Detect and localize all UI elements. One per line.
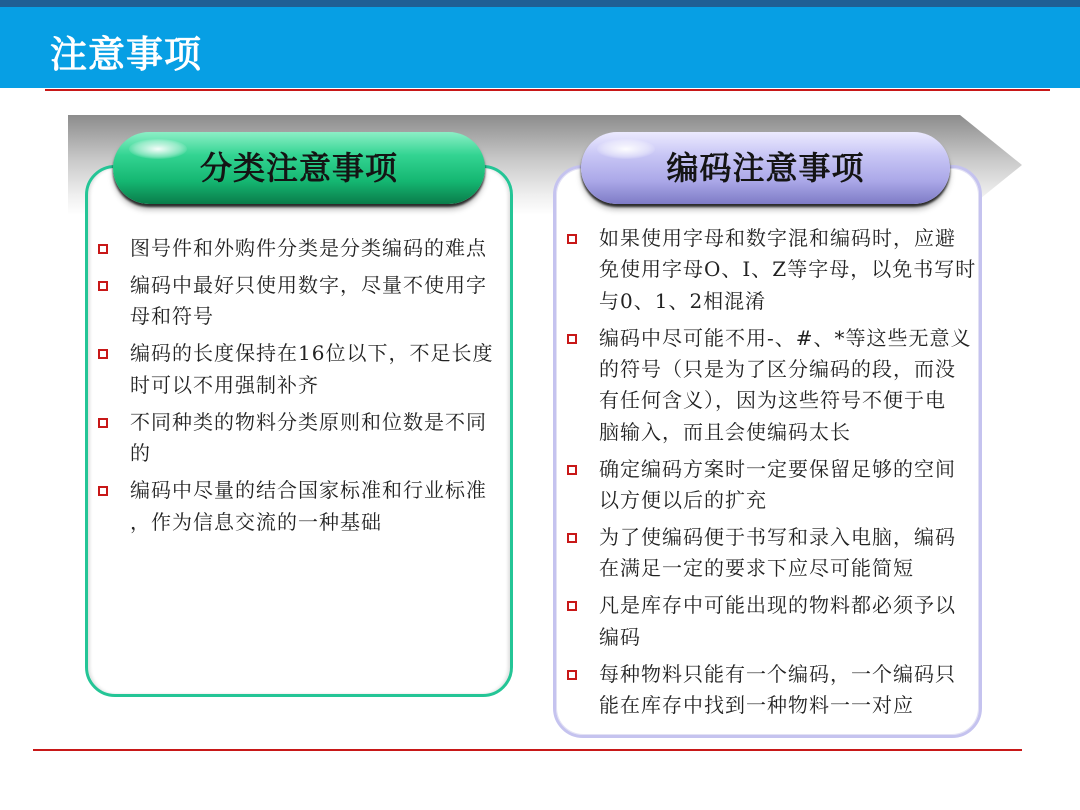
list-item-line: 编码的长度保持在16位以下，不足长度 — [130, 341, 494, 366]
list-item-line: 的 — [130, 441, 151, 466]
square-bullet-icon — [98, 281, 108, 291]
list-item-line: 编码中最好只使用数字，尽量不使用字 — [130, 273, 487, 298]
list-item-line: ，作为信息交流的一种基础 — [130, 509, 382, 534]
list-item-line: 免使用字母O、I、Z等字母，以免书写时 — [599, 257, 977, 282]
square-bullet-icon — [98, 418, 108, 428]
left-panel-title: 分类注意事项 — [199, 149, 398, 187]
square-bullet-icon — [567, 601, 577, 611]
list-item — [98, 475, 498, 538]
list-item-line: 时可以不用强制补齐 — [130, 372, 319, 397]
square-bullet-icon — [567, 533, 577, 543]
right-panel-list — [567, 223, 977, 727]
list-item-line: 的符号（只是为了区分编码的段，而没 — [599, 356, 956, 381]
list-item — [567, 590, 972, 653]
right-panel-title: 编码注意事项 — [666, 149, 865, 187]
page-title: 注意事项 — [50, 33, 202, 76]
list-item-line: 凡是库存中可能出现的物料都必须予以 — [599, 593, 956, 618]
list-item-line: 在满足一定的要求下应尽可能简短 — [599, 556, 914, 581]
list-item — [98, 338, 498, 401]
list-item — [567, 223, 977, 317]
square-bullet-icon — [98, 349, 108, 359]
list-item-line: 图号件和外购件分类是分类编码的难点 — [130, 236, 487, 260]
left-panel-list — [98, 233, 498, 544]
header-top-strip — [0, 0, 1080, 7]
list-item-line: 能在库存中找到一种物料一一对应 — [599, 693, 914, 718]
square-bullet-icon — [98, 244, 108, 254]
header-bar — [0, 7, 1080, 88]
list-item-line: 不同种类的物料分类原则和位数是不同 — [130, 409, 487, 434]
square-bullet-icon — [567, 670, 577, 680]
list-item — [98, 407, 498, 470]
list-item-line: 有任何含义），因为这些符号不便于电 — [599, 388, 946, 413]
top-divider-line — [45, 89, 1050, 91]
left-panel-title-pill — [113, 132, 485, 204]
list-item-line: 如果使用字母和数字混和编码时，应避 — [599, 226, 956, 250]
list-item-line: 编码 — [599, 624, 641, 649]
list-item — [98, 270, 498, 333]
right-panel-title-pill — [581, 132, 950, 204]
list-item-line: 每种物料只能有一个编码，一个编码只 — [599, 661, 956, 686]
list-item-line: 编码中尽量的结合国家标准和行业标准 — [130, 478, 487, 503]
list-item-line: 母和符号 — [130, 304, 214, 329]
square-bullet-icon — [567, 334, 577, 344]
list-item-line: 编码中尽可能不用-、#、*等这些无意义 — [599, 325, 972, 350]
list-item-line: 确定编码方案时一定要保留足够的空间 — [599, 456, 956, 481]
list-item — [567, 522, 972, 585]
list-item-line: 与0、1、2相混淆 — [599, 288, 767, 313]
list-item — [567, 454, 972, 517]
list-item — [567, 659, 972, 722]
bottom-divider-line — [33, 749, 1022, 751]
list-item-line: 脑输入，而且会使编码太长 — [599, 419, 851, 444]
list-item-line: 为了使编码便于书写和录入电脑，编码 — [599, 525, 956, 550]
list-item-line: 以方便以后的扩充 — [599, 487, 767, 512]
square-bullet-icon — [567, 234, 577, 244]
square-bullet-icon — [567, 465, 577, 475]
list-item — [98, 233, 498, 264]
list-item — [567, 323, 972, 448]
square-bullet-icon — [98, 486, 108, 496]
